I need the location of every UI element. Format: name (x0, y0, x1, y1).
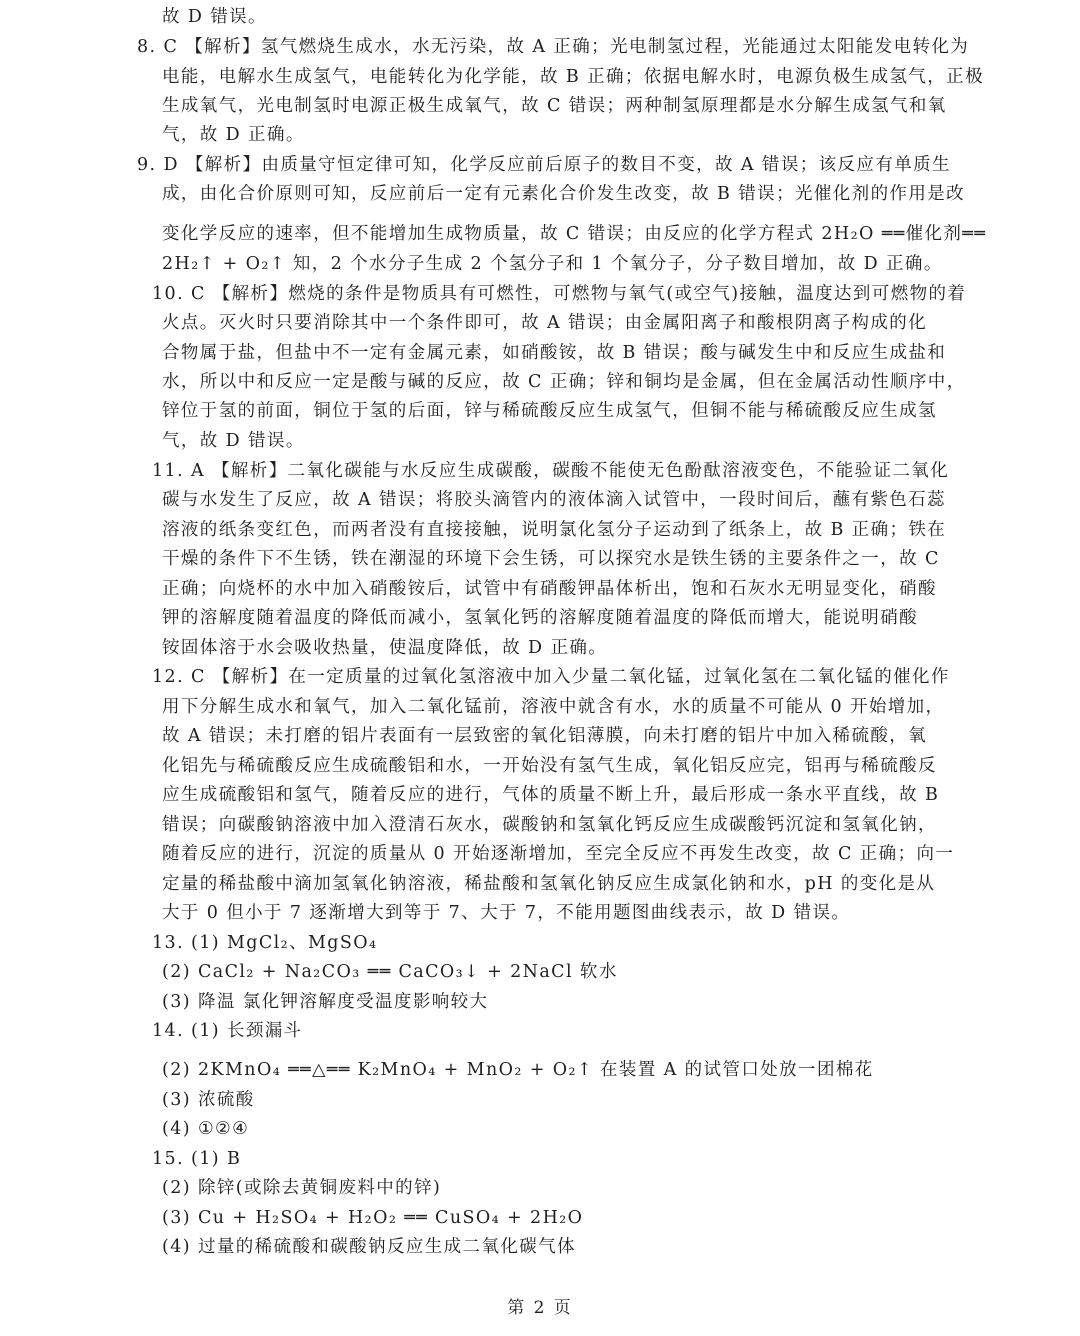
text-line: (3) 浓硫酸 (162, 1090, 255, 1110)
text-line: 合物属于盐，但盐中不一定有金属元素，如硝酸铵，故 B 错误；酸与碱发生中和反应生成盐和 (162, 343, 947, 363)
text-line: 锌位于氢的前面，铜位于氢的后面，锌与稀硫酸反应生成氢气，但铜不能与稀硫酸反应生成氢 (162, 401, 937, 421)
equation-line: (2) 2KMnO₄ ══△══ K₂MnO₄ + MnO₂ + O₂↑ 在装置 A 的试管口处放一团棉花 (162, 1060, 874, 1080)
text-line: (3) 降温 氯化钾溶解度受温度影响较大 (162, 992, 489, 1012)
text-line: 气，故 D 正确。 (162, 125, 305, 145)
answer-12: 12. C 【解析】在一定质量的过氧化氢溶液中加入少量二氧化锰，过氧化氢在二氧化锰的催化作 (152, 667, 950, 687)
text-line: 定量的稀盐酸中滴加氢氧化钠溶液，稀盐酸和氢氧化钠反应生成氯化钠和水，pH 的变化是从 (162, 874, 936, 894)
answer-11: 11. A 【解析】二氧化碳能与水反应生成碳酸，碳酸不能使无色酚酞溶液变色，不能验证二氧化 (152, 461, 950, 481)
equation-line: 2H₂↑ + O₂↑ 知，2 个水分子生成 2 个氢分子和 1 个氧分子，分子数目增加，故 D 正确。 (162, 254, 943, 274)
text-line: 正确；向烧杯的水中加入硝酸铵后，试管中有硝酸钾晶体析出，饱和石灰水无明显变化，硝酸 (162, 579, 937, 599)
text-line: 用下分解生成水和氧气，加入二氧化锰前，溶液中就含有水，水的质量不可能从 0 开始增加， (162, 697, 945, 717)
text-line: 应生成硫酸铝和氢气，随着反应的进行，气体的质量不断上升，最后形成一条水平直线，故 B (162, 785, 940, 805)
text-line: 干燥的条件下不生锈，铁在潮湿的环境下会生锈，可以探究水是铁生锈的主要条件之一，故 C (162, 549, 940, 569)
text-line: 溶液的纸条变红色，而两者没有直接接触，说明氯化氢分子运动到了纸条上，故 B 正确；铁在 (162, 520, 947, 540)
text-line: 铵固体溶于水会吸收热量，使温度降低，故 D 正确。 (162, 638, 608, 658)
text-line: 随着反应的进行，沉淀的质量从 0 开始逐渐增加，至完全反应不再发生改变，故 C 正确；向一 (162, 844, 955, 864)
text-line: (2) 除锌(或除去黄铜废料中的锌) (162, 1178, 442, 1198)
text-line: (4) 过量的稀硫酸和碳酸钠反应生成二氧化碳气体 (162, 1237, 576, 1257)
answer-8: 8. C 【解析】氢气燃烧生成水，水无污染，故 A 正确；光电制氢过程，光能通过太阳能发电转化为 (137, 37, 970, 57)
answer-14: 14. (1) 长颈漏斗 (152, 1021, 303, 1041)
text-line: 大于 0 但小于 7 逐渐增大到等于 7、大于 7，不能用题图曲线表示，故 D 错误。 (162, 903, 851, 923)
text-line: 电能，电解水生成氢气，电能转化为化学能，故 B 正确；依据电解水时，电源负极生成氢气，正极 (162, 67, 984, 87)
text-line: 气，故 D 错误。 (162, 431, 305, 451)
answer-9: 9. D 【解析】由质量守恒定律可知，化学反应前后原子的数目不变，故 A 错误；该反应有单质生 (137, 155, 951, 175)
page-number: 第 2 页 (507, 1298, 573, 1318)
text-line: 生成氧气，光电制氢时电源正极生成氧气，故 C 错误；两种制氢原理都是水分解生成氢气和氧 (162, 96, 947, 116)
text-line: (4) ①②④ (162, 1119, 250, 1139)
text-line: 水，所以中和反应一定是酸与碱的反应，故 C 正确；锌和铜均是金属，但在金属活动性顺序中， (162, 372, 966, 392)
equation-line: (2) CaCl₂ + Na₂CO₃ ══ CaCO₃↓ + 2NaCl 软水 (162, 962, 618, 982)
answer-10: 10. C 【解析】燃烧的条件是物质具有可燃性，可燃物与氧气(或空气)接触，温度达到可燃物的着 (152, 284, 967, 304)
text-line: 故 D 错误。 (162, 7, 267, 27)
text-line: 碳与水发生了反应，故 A 错误；将胶头滴管内的液体滴入试管中，一段时间后，蘸有紫色石蕊 (162, 490, 946, 510)
text-line: 成，由化合价原则可知，反应前后一定有元素化合价发生改变，故 B 错误；光催化剂的作用是改 (162, 184, 966, 204)
text-line: 化铝先与稀硫酸反应生成硫酸铝和水，一开始没有氢气生成，氧化铝反应完，铝再与稀硫酸反 (162, 756, 937, 776)
text-line: 钾的溶解度随着温度的降低而减小，氢氧化钙的溶解度随着温度的降低而增大，能说明硝酸 (162, 608, 918, 628)
text-line: 故 A 错误；未打磨的铝片表面有一层致密的氧化铝薄膜，向未打磨的铝片中加入稀硫酸，氧 (162, 726, 928, 746)
text-line: 火点。灭火时只要消除其中一个条件即可，故 A 错误；由金属阳离子和酸根阴离子构成的化 (162, 313, 928, 333)
equation-line: 变化学反应的速率，但不能增加生成物质量，故 C 错误；由反应的化学方程式 2H₂O ══催化剂══ (162, 224, 987, 244)
text-line: 错误；向碳酸钠溶液中加入澄清石灰水，碳酸钠和氢氧化钙反应生成碳酸钙沉淀和氢氧化钠， (162, 815, 937, 835)
equation-line: (3) Cu + H₂SO₄ + H₂O₂ ══ CuSO₄ + 2H₂O (162, 1208, 584, 1228)
answer-13: 13. (1) MgCl₂、MgSO₄ (152, 933, 378, 953)
answer-15: 15. (1) B (152, 1149, 242, 1169)
